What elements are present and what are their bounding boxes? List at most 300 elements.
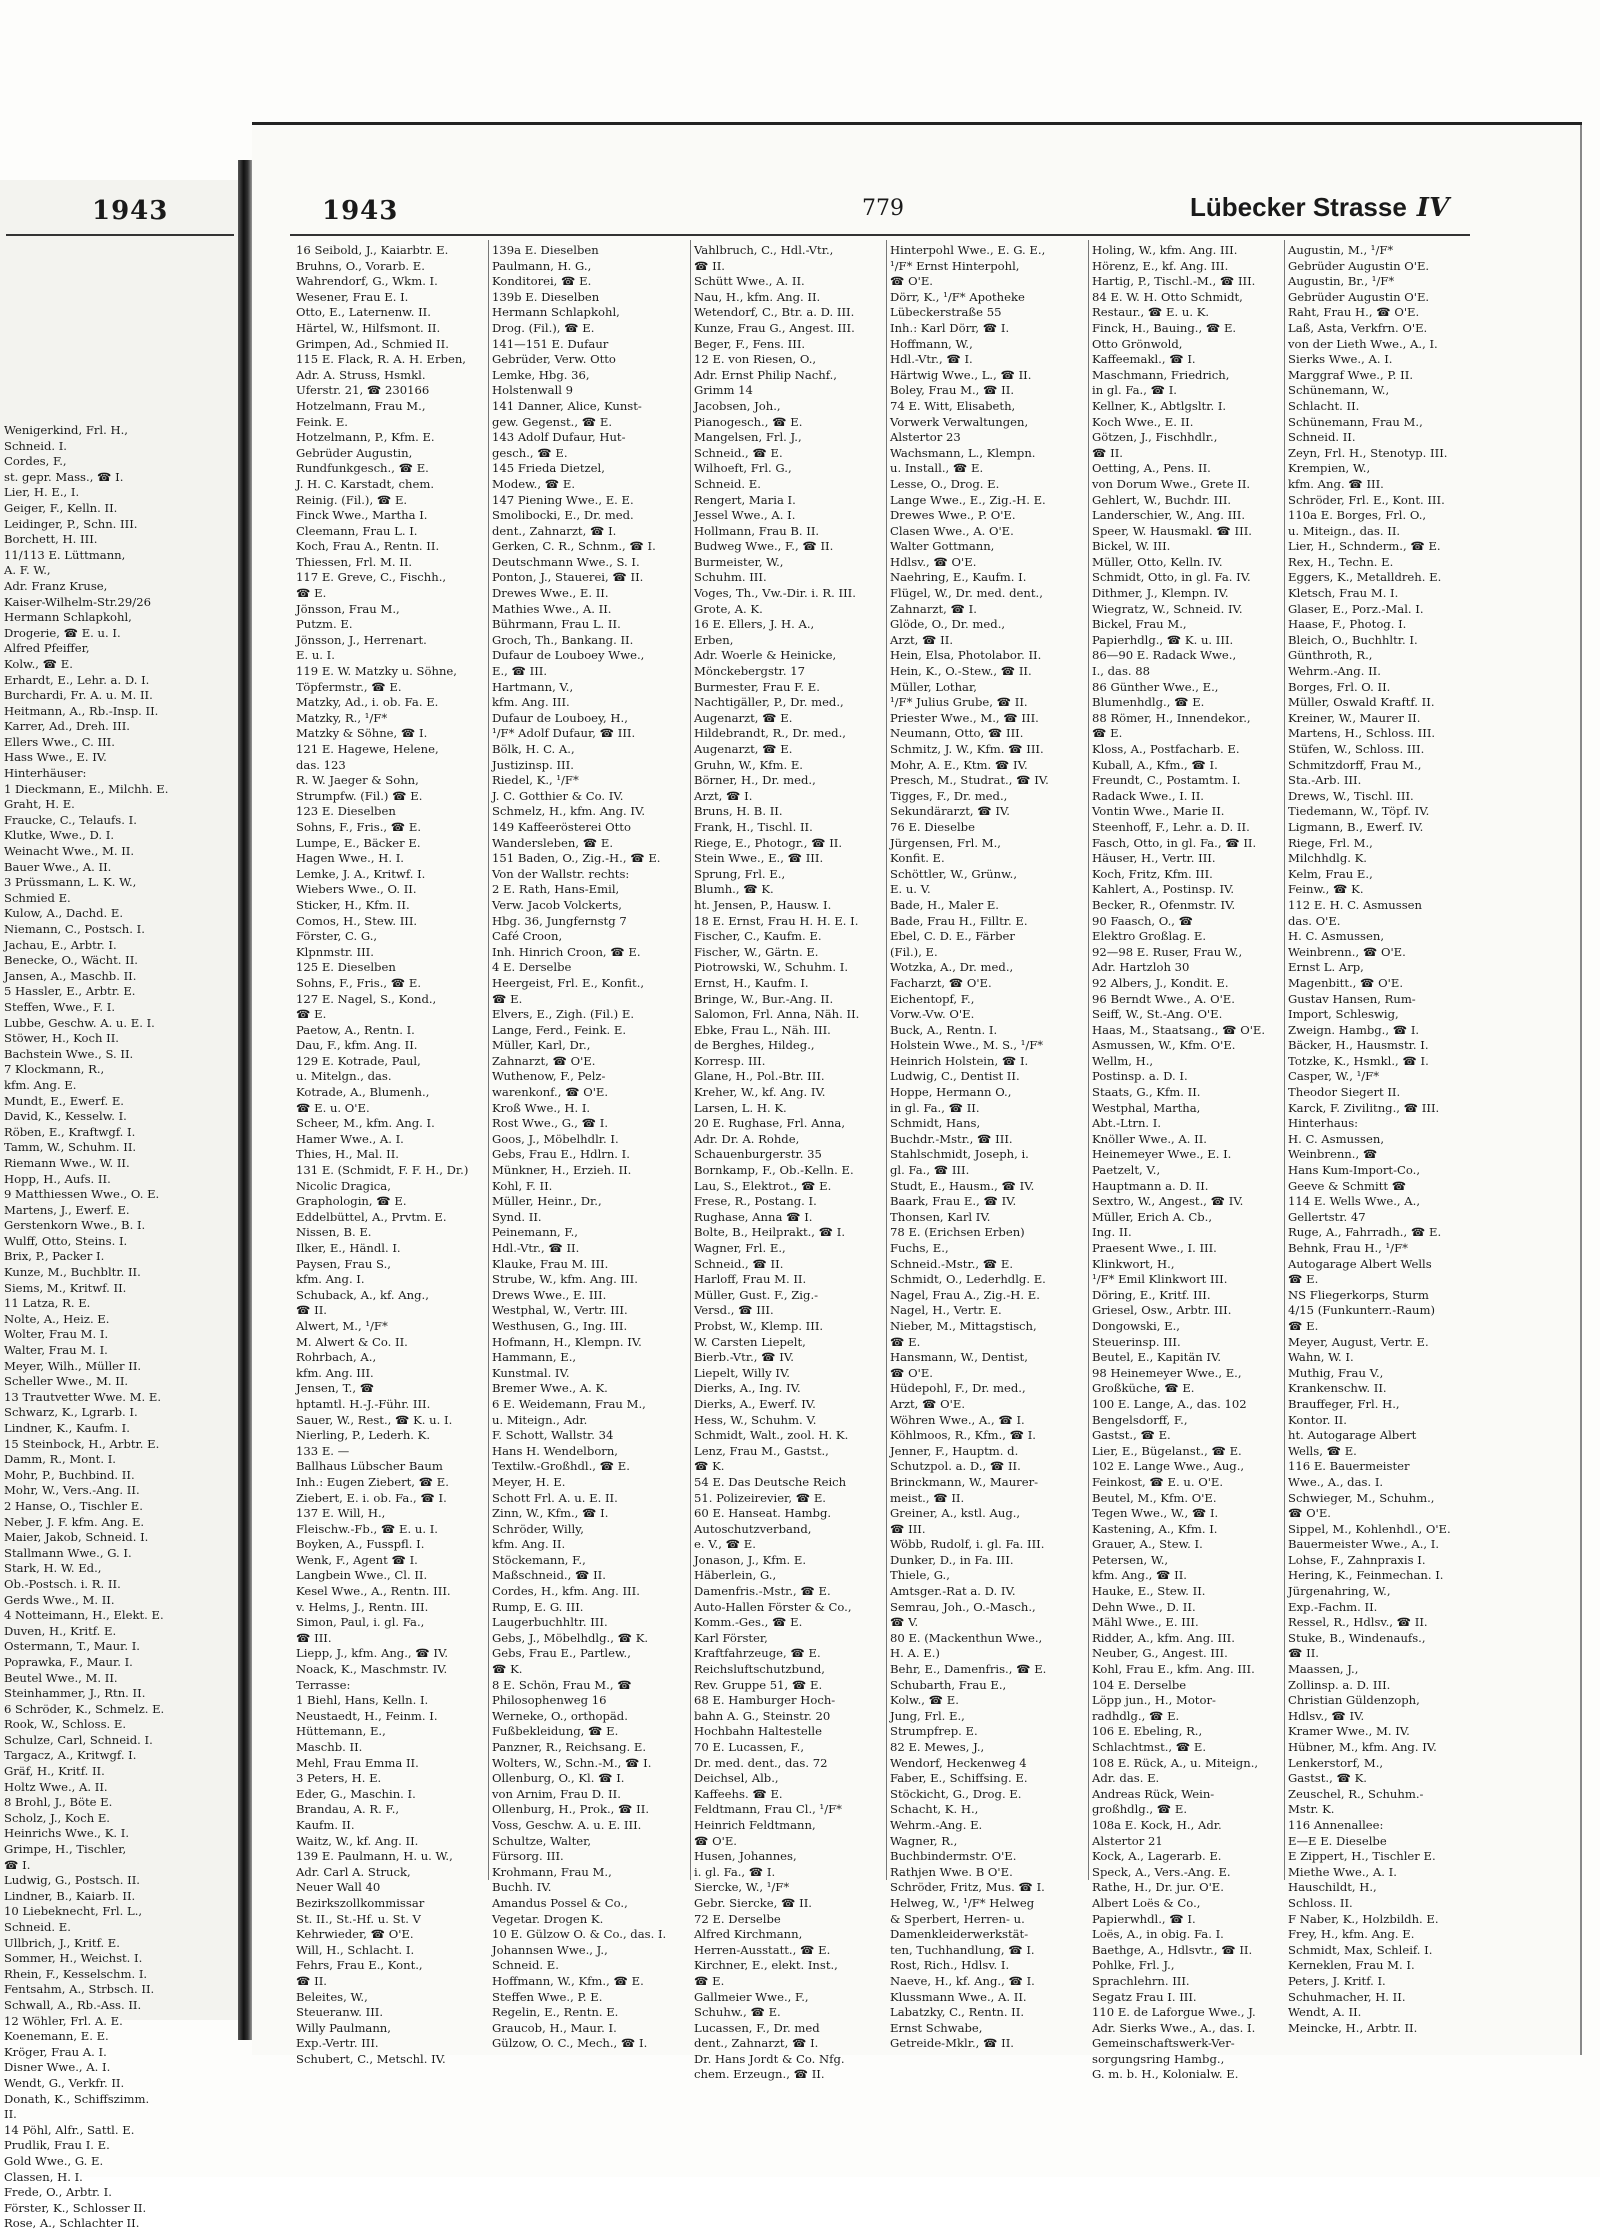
directory-entry: Johannsen Wwe., J.,: [492, 1942, 608, 1957]
directory-entry: großhdlg., ☎ E.: [1092, 1802, 1188, 1817]
directory-entry: David, K., Kesselw. I.: [4, 1109, 127, 1124]
directory-entry: Lindner, B., Kaiarb. II.: [4, 1888, 136, 1903]
directory-entry: Steinhammer, J., Rtn. II.: [4, 1686, 146, 1701]
directory-entry: v. Helms, J., Rentn. III.: [296, 1599, 429, 1614]
directory-entry: Husen, Johannes,: [694, 1849, 797, 1864]
directory-entry: Augenarzt, ☎ E.: [694, 710, 793, 725]
directory-entry: Lemke, J. A., Kritwf. I.: [296, 866, 426, 881]
directory-entry: Ebke, Frau L., Näh. III.: [694, 1022, 831, 1037]
directory-entry: Köhlmoos, R., Kfm., ☎ I.: [890, 1428, 1036, 1443]
directory-entry: Kröger, Frau A. I.: [4, 2044, 107, 2059]
directory-entry: Lange, Ferd., Feink. E.: [492, 1022, 627, 1037]
directory-entry: Hopp, H., Aufs. II.: [4, 1171, 111, 1186]
directory-entry: Stöckicht, G., Drog. E.: [890, 1786, 1022, 1801]
directory-entry: Lier, H. E., I.: [4, 485, 80, 500]
directory-entry: Finck Wwe., Martha I.: [296, 508, 428, 523]
directory-entry: 110a E. Borges, Frl. O.,: [1288, 508, 1427, 523]
directory-entry: Budweg Wwe., F., ☎ II.: [694, 539, 834, 554]
directory-entry: 139 E. Paulmann, H. u. W.,: [296, 1849, 453, 1864]
directory-entry: Adr. Sierks Wwe., A., das. I.: [1092, 2020, 1256, 2035]
directory-entry: 147 Piening Wwe., E. E.: [492, 492, 634, 507]
directory-entry: Modew., ☎ E.: [492, 476, 576, 491]
directory-entry: bahn A. G., Steinstr. 20: [694, 1708, 831, 1723]
directory-entry: Thies, H., Mal. II.: [296, 1147, 399, 1162]
directory-entry: Wolter, Frau M. I.: [4, 1327, 109, 1342]
directory-entry: Schubarth, Frau E.,: [890, 1677, 1007, 1692]
directory-entry: Lubbe, Geschw. A. u. E. I.: [4, 1015, 155, 1030]
column-divider: [488, 240, 489, 1880]
directory-entry: Hess, W., Schuhm. V.: [694, 1412, 817, 1427]
directory-entry: Ernst L. Arp,: [1288, 960, 1364, 975]
directory-entry: Albert Loës & Co.,: [1092, 1895, 1201, 1910]
directory-entry: Ponton, J., Stauerei, ☎ II.: [492, 570, 644, 585]
directory-entry: Kehrwieder, ☎ O'E.: [296, 1927, 414, 1942]
directory-entry: Kroß Wwe., H. I.: [492, 1100, 591, 1115]
directory-entry: Nierling, P., Lederh. K.: [296, 1428, 431, 1443]
directory-entry: Behr, E., Damenfris., ☎ E.: [890, 1662, 1047, 1677]
directory-entry: Nagel, H., Vertr. E.: [890, 1303, 1002, 1318]
directory-entry: Arzt, ☎ I.: [694, 788, 753, 803]
directory-entry: Hdl.-Vtr., ☎ II.: [492, 1241, 580, 1255]
directory-entry: Ballhaus Lübscher Baum: [296, 1459, 443, 1474]
directory-entry: Geiger, F., Kelln. II.: [4, 500, 118, 515]
directory-entry: Gebrüder Augustin,: [296, 445, 413, 460]
directory-entry: Inh. Hinrich Croon, ☎ E.: [492, 944, 641, 959]
directory-entry: Dierks, A., Ing. IV.: [694, 1381, 801, 1396]
directory-entry: Kunze, M., Buchbltr. II.: [4, 1265, 141, 1280]
directory-entry: Cordes, F.,: [4, 454, 67, 469]
directory-entry: Salomon, Frl. Anna, Näh. II.: [694, 1007, 860, 1022]
directory-entry: ¹/F* Adolf Dufaur, ☎ III.: [492, 726, 636, 741]
directory-entry: Strumpfrep. E.: [890, 1724, 978, 1739]
directory-entry: Alfred Kirchmann,: [694, 1927, 803, 1942]
directory-entry: Bleich, O., Buchhltr. I.: [1288, 632, 1418, 647]
directory-entry: Holtz Wwe., A. II.: [4, 1779, 108, 1794]
directory-entry: Faber, E., Schiffsing. E.: [890, 1771, 1028, 1786]
book-gutter: [238, 160, 252, 2040]
directory-entry: Gebs, J., Möbelhdlg., ☎ K.: [492, 1630, 649, 1645]
directory-entry: Wendt, G., Verkfr. II.: [4, 2075, 125, 2090]
directory-entry: ☎ II.: [694, 258, 725, 273]
directory-entry: Kaffeehs. ☎ E.: [694, 1786, 783, 1801]
directory-entry: Donath, K., Schiffszimm.: [4, 2091, 150, 2106]
directory-entry: ☎ E.: [890, 1334, 921, 1349]
directory-entry: Fischer, C., Kaufm. E.: [694, 929, 822, 944]
directory-entry: Schneid. I.: [4, 438, 67, 453]
directory-entry: Wendt, A. II.: [1288, 2005, 1362, 2020]
directory-entry: Prudlik, Frau I. E.: [4, 2138, 110, 2153]
directory-entry: Hamer Wwe., A. I.: [296, 1131, 404, 1146]
directory-entry: Wolters, W., Schn.-M., ☎ I.: [492, 1755, 652, 1770]
directory-entry: Gruhn, W., Kfm. E.: [694, 757, 803, 772]
directory-entry: Laugerbuchhltr. III.: [492, 1615, 608, 1630]
directory-entry: Autogarage Albert Wells: [1288, 1256, 1432, 1271]
directory-entry: Exp.-Fachm. II.: [1288, 1599, 1378, 1614]
directory-entry: u. Install., ☎ E.: [890, 461, 984, 476]
directory-entry: Jachau, E., Arbtr. I.: [4, 937, 117, 952]
directory-entry: 92 Albers, J., Kondit. E.: [1092, 975, 1229, 990]
directory-entry: Gallmeier Wwe., F.,: [694, 1989, 809, 2004]
directory-entry: Hauschildt, H.,: [1288, 1880, 1377, 1895]
directory-entry: 70 E. Lucassen, F.,: [694, 1740, 805, 1754]
directory-entry: Börner, H., Dr. med.,: [694, 773, 816, 788]
directory-entry: Schuhm. III.: [694, 570, 767, 585]
directory-entry: Nagel, Frau A., Zig.-H. E.: [890, 1287, 1040, 1302]
directory-entry: Groch, Th., Bankang. II.: [492, 632, 634, 647]
directory-entry: Drogerie, ☎ E. u. I.: [4, 625, 121, 640]
directory-entry: warenkonf., ☎ O'E.: [492, 1085, 609, 1100]
directory-entry: 54 E. Das Deutsche Reich: [694, 1474, 847, 1489]
directory-entry: kfm. Ang. III.: [492, 695, 570, 710]
directory-entry: Vahlbruch, C., Hdl.-Vtr.,: [694, 243, 834, 257]
column-divider: [1088, 240, 1089, 1880]
directory-entry: Steenhoff, F., Lehr. a. D. II.: [1092, 819, 1250, 834]
directory-entry: 117 E. Greve, C., Fischh.,: [296, 570, 447, 585]
directory-entry: e. V., ☎ E.: [694, 1537, 756, 1552]
directory-entry: Comos, H., Stew. III.: [296, 913, 418, 928]
directory-entry: Magenbitt., ☎ O'E.: [1288, 975, 1404, 990]
directory-entry: Hartig, P., Tischl.-M., ☎ III.: [1092, 274, 1256, 289]
directory-entry: Liepelt, Willy IV.: [694, 1365, 790, 1380]
directory-entry: Buchh. IV.: [492, 1880, 552, 1895]
directory-entry: Rathe, H., Dr. jur. O'E.: [1092, 1880, 1224, 1895]
directory-entry: 76 E. Dieselbe: [890, 819, 975, 834]
directory-entry: i. gl. Fa., ☎ I.: [694, 1864, 776, 1879]
directory-entry: 4 Notteimann, H., Elekt. E.: [4, 1608, 164, 1623]
directory-entry: Café Croon,: [492, 929, 563, 944]
directory-entry: Lemke, Hbg. 36,: [492, 367, 590, 382]
directory-entry: Willy Paulmann,: [296, 2020, 391, 2035]
directory-entry: Bierb.-Vtr., ☎ IV.: [694, 1350, 794, 1365]
directory-entry: Jessel Wwe., A. I.: [694, 508, 796, 523]
directory-entry: Kletsch, Frau M. I.: [1288, 586, 1399, 601]
directory-entry: 10 Liebeknecht, Frl. L.,: [4, 1904, 143, 1919]
directory-entry: E—E E. Dieselbe: [1288, 1833, 1387, 1848]
directory-entry: Drog. (Fil.), ☎ E.: [492, 320, 595, 335]
directory-entry: Konfit. E.: [890, 851, 945, 866]
directory-entry: F. Schott, Wallstr. 34: [492, 1428, 614, 1443]
directory-entry: Fentsahm, A., Strbsch. II.: [4, 1982, 155, 1997]
directory-entry: Stöckemann, F.,: [492, 1552, 586, 1567]
directory-entry: Kontor. II.: [1288, 1412, 1347, 1427]
directory-entry: Bringe, W., Bur.-Ang. II.: [694, 991, 834, 1006]
directory-entry: Poprawka, F., Maur. I.: [4, 1654, 133, 1669]
directory-entry: Textilw.-Großhdl., ☎ E.: [492, 1459, 630, 1474]
directory-entry: Kahlert, A., Postinsp. IV.: [1092, 882, 1235, 897]
directory-entry: kfm. Ang. II.: [492, 1537, 566, 1552]
directory-entry: Scheer, M., kfm. Ang. I.: [296, 1116, 435, 1131]
directory-entry: Weinbrenn., ☎ O'E.: [1288, 944, 1406, 959]
directory-entry: Tamm, W., Schuhm. II.: [4, 1140, 137, 1155]
directory-entry: ¹/F* Ernst Hinterpohl,: [890, 258, 1020, 273]
directory-entry: Burchardi, Fr. A. u. M. II.: [4, 688, 153, 703]
directory-entry: Fürsorg. III.: [492, 1849, 564, 1864]
directory-entry: Riemann Wwe., W. II.: [4, 1155, 130, 1170]
directory-entry: F Naber, K., Holzbildh. E.: [1288, 1911, 1439, 1926]
directory-entry: Klpnmstr. III.: [296, 944, 374, 959]
directory-entry: Großküche, ☎ E.: [1092, 1381, 1195, 1396]
directory-entry: Wiegratz, W., Schneid. IV.: [1092, 601, 1243, 616]
directory-column-1: [296, 243, 484, 2067]
directory-entry: Schuhmacher, H. II.: [1288, 1989, 1406, 2004]
directory-entry: Ebel, C. D. E., Färber: [890, 929, 1015, 944]
directory-entry: Boley, Frau M., ☎ II.: [890, 383, 1014, 398]
directory-entry: Vontin Wwe., Marie II.: [1092, 804, 1225, 819]
directory-entry: Alfred Pfeiffer,: [4, 641, 90, 656]
directory-entry: Krohmann, Frau M.,: [492, 1864, 612, 1879]
directory-entry: Thonsen, Karl IV.: [890, 1209, 991, 1224]
directory-entry: Wendorf, Heckenweg 4: [890, 1755, 1027, 1770]
directory-entry: Arzt, ☎ II.: [890, 632, 954, 647]
directory-entry: ☎ III.: [890, 1521, 926, 1536]
header-rule: [290, 234, 1470, 236]
directory-entry: II.: [4, 2107, 17, 2122]
directory-entry: Marggraf Wwe., P. II.: [1288, 367, 1414, 382]
directory-entry: Mundt, E., Ewerf. E.: [4, 1093, 124, 1108]
directory-entry: Krankenschw. II.: [1288, 1381, 1387, 1396]
directory-entry: Cleemann, Frau L. I.: [296, 523, 418, 538]
directory-entry: Hans H. Wendelborn,: [492, 1443, 618, 1458]
directory-entry: Auto-Hallen Förster & Co.,: [694, 1599, 852, 1614]
directory-entry: Bremer Wwe., A. K.: [492, 1381, 608, 1396]
directory-entry: Augustin, M., ¹/F*: [1288, 243, 1394, 257]
directory-entry: Schöttler, W., Grünw.,: [890, 866, 1018, 881]
directory-entry: 114 E. Wells Wwe., A.,: [1288, 1194, 1421, 1209]
directory-entry: 121 E. Hagewe, Helene,: [296, 742, 439, 756]
directory-entry: 106 E. Ebeling, R.,: [1092, 1724, 1203, 1739]
directory-entry: Klauke, Frau M. III.: [492, 1256, 609, 1271]
directory-entry: Kerneklen, Frau M. I.: [1288, 1958, 1415, 1973]
directory-entry: kfm. Ang., ☎ II.: [1092, 1568, 1187, 1583]
directory-entry: Theodor Siegert II.: [1288, 1085, 1401, 1100]
directory-entry: Hdlsv., ☎ IV.: [1288, 1708, 1365, 1723]
directory-entry: Matzky & Söhne, ☎ I.: [296, 726, 428, 741]
directory-entry: Schwieger, M., Schuhm.,: [1288, 1490, 1435, 1505]
directory-entry: Wuthenow, F., Pelz-: [492, 1069, 606, 1084]
directory-entry: Rook, W., Schloss. E.: [4, 1717, 127, 1732]
directory-entry: Riege, Frl. M.,: [1288, 835, 1373, 850]
directory-entry: Scholz, J., Koch E.: [4, 1810, 110, 1825]
directory-entry: 68 E. Hamburger Hoch-: [694, 1693, 836, 1708]
directory-entry: 133 E. —: [296, 1443, 350, 1458]
directory-entry: Weinacht Wwe., M. II.: [4, 844, 135, 859]
directory-entry: 9 Matthiessen Wwe., O. E.: [4, 1187, 160, 1202]
directory-entry: Alstertor 21: [1092, 1833, 1163, 1848]
directory-entry: Gustav Hansen, Rum-: [1288, 991, 1416, 1006]
directory-entry: 7 Klockmann, R.,: [4, 1062, 105, 1077]
directory-entry: Sekundärarzt, ☎ IV.: [890, 804, 1010, 819]
directory-entry: Kohl, Frau E., kfm. Ang. III.: [1092, 1662, 1255, 1677]
directory-entry: H. C. Asmussen,: [1288, 1131, 1385, 1146]
directory-entry: Zeyn, Frl. H., Stenotyp. III.: [1288, 445, 1448, 460]
directory-entry: Neber, J. F. kfm. Ang. E.: [4, 1514, 145, 1529]
directory-entry: St. II., St.-Hf. u. St. V: [296, 1911, 421, 1926]
directory-entry: Mohr, A. E., Ktm. ☎ IV.: [890, 757, 1028, 772]
directory-entry: 108 E. Rück, A., u. Miteign.,: [1092, 1755, 1259, 1770]
directory-entry: Bauermeister Wwe., A., I.: [1288, 1537, 1440, 1552]
page-year: 1943: [322, 196, 399, 226]
directory-entry: Siems, M., Kritwf. II.: [4, 1280, 127, 1295]
directory-entry: Hermann Schlapkohl,: [492, 305, 620, 320]
directory-entry: Holing, W., kfm. Ang. III.: [1092, 243, 1238, 257]
directory-entry: Sommer, H., Weichst. I.: [4, 1951, 143, 1966]
directory-entry: meist., ☎ II.: [890, 1490, 965, 1505]
directory-entry: & Sperbert, Herren- u.: [890, 1911, 1025, 1926]
directory-entry: Augenarzt, ☎ E.: [694, 742, 793, 756]
directory-entry: Probst, W., Klemp. III.: [694, 1318, 824, 1333]
directory-entry: Wenk, F., Agent ☎ I.: [296, 1552, 418, 1567]
directory-entry: Graucob, H., Maur. I.: [492, 2020, 617, 2035]
directory-entry: Hdl.-Vtr., ☎ I.: [890, 352, 973, 367]
directory-entry: Schmidt, Walt., zool. H. K.: [694, 1428, 849, 1443]
directory-entry: Nieber, M., Mittagstisch,: [890, 1318, 1037, 1333]
directory-entry: ☎ E.: [1288, 1318, 1319, 1333]
directory-entry: Gräf, H., Kritf. II.: [4, 1764, 105, 1779]
directory-entry: Mathies Wwe., A. II.: [492, 601, 612, 616]
directory-entry: Bölk, H. C. A.,: [492, 742, 575, 756]
directory-entry: Wehrm.-Ang. II.: [1288, 664, 1381, 679]
directory-entry: Becker, R., Ofenmstr. IV.: [1092, 897, 1236, 912]
directory-entry: Ludwig, G., Postsch. II.: [4, 1873, 140, 1888]
directory-entry: Westphal, Martha,: [1092, 1100, 1201, 1115]
directory-entry: Gebs, Frau E., Partlew.,: [492, 1646, 631, 1661]
directory-entry: 72 E. Derselbe: [694, 1911, 781, 1926]
directory-entry: 60 E. Hanseat. Hambg.: [694, 1506, 832, 1521]
directory-entry: Autoschutzverband,: [694, 1521, 812, 1536]
directory-entry: Feinw., ☎ K.: [1288, 882, 1364, 897]
directory-entry: Gerds Wwe., M. II.: [4, 1592, 115, 1607]
directory-entry: Haase, F., Photog. I.: [1288, 617, 1407, 632]
directory-entry: 98 Heinemeyer Wwe., E.,: [1092, 1365, 1242, 1380]
directory-entry: Christian Güldenzoph,: [1288, 1693, 1420, 1708]
directory-entry: Karl Förster,: [694, 1630, 768, 1645]
directory-entry: Bührmann, Frau L. II.: [492, 617, 621, 632]
directory-entry: Speer, W. Hausmakl. ☎ III.: [1092, 523, 1252, 538]
directory-entry: Reinig. (Fil.), ☎ E.: [296, 492, 408, 507]
directory-entry: Westphal, W., Vertr. III.: [492, 1303, 628, 1318]
directory-entry: Dufaur de Louboey, H.,: [492, 710, 628, 725]
directory-entry: u. Miteign., Adr.: [492, 1412, 588, 1427]
directory-entry: Wwe., A., das. I.: [1288, 1474, 1384, 1489]
directory-entry: Grote, A. K.: [694, 601, 763, 616]
previous-page-margin: [0, 180, 240, 2231]
directory-entry: Paetow, A., Rentn. I.: [296, 1022, 415, 1037]
directory-entry: Jönsson, Frau M.,: [296, 601, 400, 616]
directory-entry: Terrasse:: [296, 1677, 351, 1692]
directory-entry: Totzke, K., Hsmkl., ☎ I.: [1288, 1053, 1429, 1068]
directory-entry: 14 Pöhl, Alfr., Sattl. E.: [4, 2122, 135, 2137]
directory-entry: Inh.: Eugen Ziebert, ☎ E.: [296, 1474, 449, 1489]
directory-entry: R. W. Jaeger & Sohn,: [296, 773, 419, 788]
directory-entry: Döring, E., Kritf. III.: [1092, 1287, 1211, 1302]
directory-entry: Cordes, H., kfm. Ang. III.: [492, 1584, 640, 1599]
directory-entry: Wagner, R.,: [890, 1833, 958, 1848]
directory-entry: Rex, H., Techn. E.: [1288, 554, 1394, 569]
directory-entry: Walter Gottmann,: [890, 539, 995, 554]
directory-entry: 18 E. Ernst, Frau H. H. E. I.: [694, 913, 859, 928]
directory-entry: Exp.-Vertr. III.: [296, 2036, 379, 2051]
volume-marker: IV: [1416, 193, 1450, 223]
directory-entry: Hotzelmann, P., Kfm. E.: [296, 430, 435, 445]
directory-entry: Bäcker, H., Hausmstr. I.: [1288, 1038, 1429, 1053]
directory-entry: Kunze, Frau G., Angest. III.: [694, 320, 855, 335]
directory-entry: Deutschmann Wwe., S. I.: [492, 554, 640, 569]
directory-entry: Borchett, H. III.: [4, 532, 98, 547]
directory-entry: Rose, A., Schlachter II.: [4, 2216, 140, 2231]
directory-entry: Hdlsv., ☎ O'E.: [890, 554, 977, 569]
directory-entry: Papierhdlg., ☎ K. u. III.: [1092, 632, 1234, 647]
directory-entry: Wellm, H.,: [1092, 1053, 1154, 1068]
directory-entry: sorgungsring Hambg.,: [1092, 2051, 1225, 2066]
directory-entry: Matzky, Ad., i. ob. Fa. E.: [296, 695, 439, 710]
directory-entry: Stein Wwe., E., ☎ III.: [694, 851, 824, 866]
directory-entry: Drews, W., Tischl. III.: [1288, 788, 1414, 803]
page-street-title: [1190, 192, 1449, 223]
directory-entry: 16 E. Ellers, J. H. A.,: [694, 617, 815, 632]
directory-entry: Burmester, Frau F. E.: [694, 679, 820, 694]
directory-entry: Sextro, W., Angest., ☎ IV.: [1092, 1194, 1244, 1209]
directory-entry: Hollmann, Frau B. II.: [694, 523, 820, 538]
directory-entry: Deichsel, Alb.,: [694, 1771, 779, 1786]
directory-entry: kfm. Ang. E.: [4, 1077, 77, 1092]
directory-entry: Heitmann, A., Rb.-Insp. II.: [4, 703, 159, 718]
directory-entry: 1 Dieckmann, E., Milchh. E.: [4, 781, 169, 796]
directory-entry: Bauer Wwe., A. II.: [4, 859, 112, 874]
directory-entry: Kesel Wwe., A., Rentn. III.: [296, 1584, 451, 1599]
directory-entry: Schmitz, J. W., Kfm. ☎ III.: [890, 742, 1044, 756]
directory-entry: Feink. E.: [296, 414, 348, 429]
directory-entry: 90 Faasch, O., ☎: [1092, 913, 1194, 928]
directory-entry: Miethe Wwe., A. I.: [1288, 1864, 1397, 1879]
directory-entry: Adr. Carl A. Struck,: [296, 1864, 411, 1879]
directory-entry: Ob.-Postsch. i. R. II.: [4, 1576, 121, 1591]
directory-entry: Beutel Wwe., M. II.: [4, 1670, 118, 1685]
directory-entry: u. Miteign., das. II.: [1288, 523, 1401, 538]
directory-entry: Lau, S., Elektrot., ☎ E.: [694, 1178, 832, 1193]
directory-entry: Philosophenweg 16: [492, 1693, 607, 1708]
directory-entry: Mstr. K.: [1288, 1802, 1335, 1817]
directory-entry: Geeve & Schmitt ☎: [1288, 1178, 1407, 1193]
directory-entry: Gemeinschaftswerk-Ver-: [1092, 2036, 1235, 2051]
directory-entry: Bornkamp, F., Ob.-Kelln. E.: [694, 1163, 854, 1178]
directory-entry: Stallmann Wwe., G. I.: [4, 1545, 132, 1560]
directory-entry: Erhardt, E., Lehr. a. D. I.: [4, 672, 150, 687]
directory-entry: Feinkost, ☎ E. u. O'E.: [1092, 1474, 1224, 1489]
directory-entry: Koenemann, E. E.: [4, 2029, 109, 2044]
directory-entry: Lenkerstorf, M.,: [1288, 1755, 1384, 1770]
directory-entry: Hoppe, Hermann O.,: [890, 1085, 1012, 1100]
directory-entry: I., das. 88: [1092, 664, 1151, 679]
directory-entry: W. Carsten Liepelt,: [694, 1334, 806, 1349]
directory-entry: dent., Zahnarzt, ☎ I.: [492, 523, 617, 538]
directory-entry: Rev. Gruppe 51, ☎ E.: [694, 1677, 823, 1692]
directory-entry: Adr. Franz Kruse,: [4, 578, 108, 593]
directory-entry: gesch., ☎ E.: [492, 445, 568, 460]
directory-entry: Glane, H., Pol.-Btr. III.: [694, 1069, 825, 1084]
directory-entry: Klussmann Wwe., A. II.: [890, 1989, 1027, 2004]
directory-entry: Presch, M., Studrat., ☎ IV.: [890, 773, 1049, 788]
directory-entry: Weinbrenn., ☎: [1288, 1147, 1378, 1162]
directory-entry: Nolte, A., Heiz. E.: [4, 1311, 110, 1326]
directory-entry: Alstertor 23: [890, 430, 961, 445]
directory-entry: J. C. Gotthier & Co. IV.: [492, 788, 624, 803]
directory-entry: Kellner, K., Abtlgsltr. I.: [1092, 398, 1227, 413]
directory-entry: Greiner, A., kstl. Aug.,: [890, 1506, 1021, 1521]
directory-entry: Von der Wallstr. rechts:: [492, 866, 630, 881]
directory-entry: Stüfen, W., Schloss. III.: [1288, 742, 1425, 756]
directory-entry: von der Lieth Wwe., A., I.: [1288, 336, 1438, 351]
directory-entry: 127 E. Nagel, S., Kond.,: [296, 991, 437, 1006]
